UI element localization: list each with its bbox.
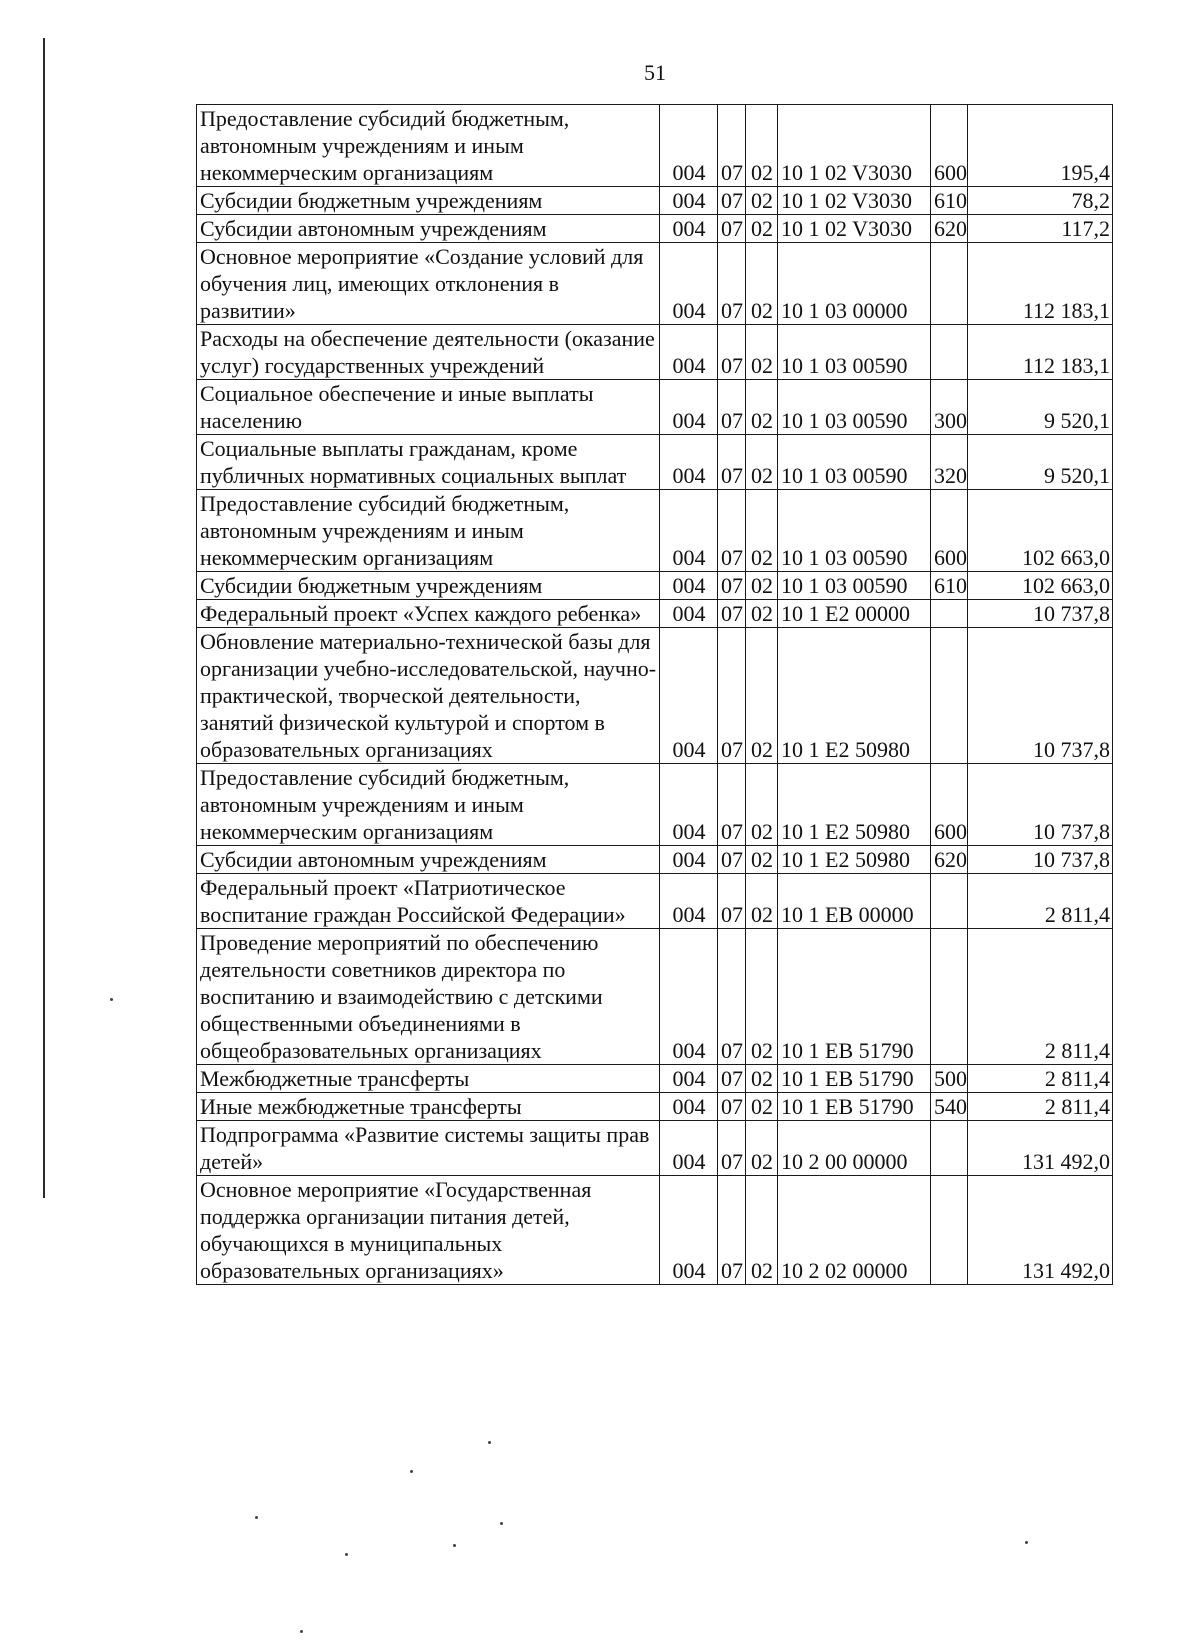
row-subsection-code: 02 [746, 380, 778, 435]
scan-speck [110, 998, 113, 1001]
row-amount: 102 663,0 [968, 490, 1113, 572]
row-name: Предоставление субсидий бюджетным, автономным учреждениям и иным некоммерческим организациям [197, 764, 660, 846]
row-name: Предоставление субсидий бюджетным, автономным учреждениям и иным некоммерческим организациям [197, 490, 660, 572]
row-expense-type: 620 [931, 846, 968, 874]
row-section-code: 07 [718, 929, 746, 1065]
row-name: Федеральный проект «Патриотическое воспитание граждан Российской Федерации» [197, 874, 660, 929]
row-subsection-code: 02 [746, 600, 778, 628]
row-amount: 2 811,4 [968, 1093, 1113, 1121]
table-row [197, 1093, 1113, 1121]
table-row [197, 490, 1113, 572]
row-name: Иные межбюджетные трансферты [197, 1093, 660, 1121]
row-amount: 131 492,0 [968, 1176, 1113, 1285]
row-target-article: 10 1 02 V3030 [778, 105, 931, 187]
row-subsection-code: 02 [746, 1065, 778, 1093]
row-section-code: 07 [718, 846, 746, 874]
row-amount: 78,2 [968, 187, 1113, 215]
row-subsection-code: 02 [746, 929, 778, 1065]
row-section-code: 07 [718, 874, 746, 929]
row-target-article: 10 1 03 00590 [778, 490, 931, 572]
row-target-article: 10 1 02 V3030 [778, 187, 931, 215]
row-amount: 102 663,0 [968, 572, 1113, 600]
row-section-code: 07 [718, 380, 746, 435]
row-expense-type [931, 874, 968, 929]
row-section-code: 07 [718, 1121, 746, 1176]
row-section-code: 07 [718, 600, 746, 628]
row-ved-code: 004 [660, 187, 718, 215]
table-row [197, 105, 1113, 187]
row-name: Подпрограмма «Развитие системы защиты прав детей» [197, 1121, 660, 1176]
row-expense-type: 610 [931, 572, 968, 600]
row-expense-type: 320 [931, 435, 968, 490]
row-section-code: 07 [718, 243, 746, 325]
budget-table [196, 104, 1113, 1285]
row-section-code: 07 [718, 490, 746, 572]
row-ved-code: 004 [660, 764, 718, 846]
table-row [197, 215, 1113, 243]
row-amount: 2 811,4 [968, 874, 1113, 929]
row-expense-type: 600 [931, 490, 968, 572]
scan-speck [488, 1441, 491, 1444]
table-row [197, 435, 1113, 490]
table-row [197, 929, 1113, 1065]
row-amount: 131 492,0 [968, 1121, 1113, 1176]
row-subsection-code: 02 [746, 572, 778, 600]
row-target-article: 10 1 03 00590 [778, 572, 931, 600]
row-target-article: 10 1 EB 00000 [778, 874, 931, 929]
row-ved-code: 004 [660, 435, 718, 490]
row-subsection-code: 02 [746, 628, 778, 764]
row-name: Субсидии бюджетным учреждениям [197, 572, 660, 600]
row-target-article: 10 1 EB 51790 [778, 1093, 931, 1121]
scan-speck [300, 1630, 303, 1633]
row-ved-code: 004 [660, 1176, 718, 1285]
row-ved-code: 004 [660, 325, 718, 380]
row-name: Субсидии автономным учреждениям [197, 215, 660, 243]
row-ved-code: 004 [660, 572, 718, 600]
row-section-code: 07 [718, 435, 746, 490]
row-subsection-code: 02 [746, 187, 778, 215]
row-section-code: 07 [718, 572, 746, 600]
scan-speck [453, 1544, 456, 1547]
table-row [197, 1065, 1113, 1093]
row-name: Обновление материально-технической базы для организации учебно-исследовательской, научно-практической, творческой деятельности, занятий физической культурой и спортом в образовательных организациях [197, 628, 660, 764]
row-subsection-code: 02 [746, 1121, 778, 1176]
row-amount: 10 737,8 [968, 600, 1113, 628]
row-subsection-code: 02 [746, 435, 778, 490]
row-target-article: 10 1 03 00000 [778, 243, 931, 325]
row-section-code: 07 [718, 215, 746, 243]
row-amount: 9 520,1 [968, 435, 1113, 490]
table-row [197, 1176, 1113, 1285]
row-ved-code: 004 [660, 380, 718, 435]
row-ved-code: 004 [660, 105, 718, 187]
table-row [197, 1121, 1113, 1176]
table-row [197, 764, 1113, 846]
row-name: Расходы на обеспечение деятельности (оказание услуг) государственных учреждений [197, 325, 660, 380]
row-section-code: 07 [718, 628, 746, 764]
row-target-article: 10 1 EB 51790 [778, 929, 931, 1065]
row-amount: 112 183,1 [968, 243, 1113, 325]
row-amount: 112 183,1 [968, 325, 1113, 380]
row-expense-type: 540 [931, 1093, 968, 1121]
row-section-code: 07 [718, 187, 746, 215]
table-row [197, 628, 1113, 764]
row-ved-code: 004 [660, 628, 718, 764]
row-ved-code: 004 [660, 1065, 718, 1093]
row-section-code: 07 [718, 1176, 746, 1285]
row-expense-type [931, 628, 968, 764]
table-row [197, 600, 1113, 628]
row-ved-code: 004 [660, 846, 718, 874]
row-expense-type: 620 [931, 215, 968, 243]
row-name: Предоставление субсидий бюджетным, автономным учреждениям и иным некоммерческим организациям [197, 105, 660, 187]
row-subsection-code: 02 [746, 105, 778, 187]
row-section-code: 07 [718, 764, 746, 846]
scan-speck [345, 1553, 348, 1556]
row-ved-code: 004 [660, 874, 718, 929]
row-subsection-code: 02 [746, 764, 778, 846]
row-amount: 195,4 [968, 105, 1113, 187]
row-expense-type: 600 [931, 105, 968, 187]
row-expense-type [931, 1176, 968, 1285]
row-expense-type [931, 600, 968, 628]
row-ved-code: 004 [660, 215, 718, 243]
table-body [197, 105, 1113, 1285]
row-amount: 10 737,8 [968, 628, 1113, 764]
table-row [197, 325, 1113, 380]
page-number: 51 [644, 60, 666, 85]
row-section-code: 07 [718, 1093, 746, 1121]
row-expense-type [931, 929, 968, 1065]
row-expense-type: 600 [931, 764, 968, 846]
row-target-article: 10 1 E2 50980 [778, 846, 931, 874]
row-subsection-code: 02 [746, 1176, 778, 1285]
row-section-code: 07 [718, 1065, 746, 1093]
scan-speck [255, 1516, 258, 1519]
row-subsection-code: 02 [746, 243, 778, 325]
row-ved-code: 004 [660, 1121, 718, 1176]
row-target-article: 10 1 03 00590 [778, 325, 931, 380]
table-row [197, 846, 1113, 874]
row-name: Субсидии бюджетным учреждениям [197, 187, 660, 215]
row-name: Социальные выплаты гражданам, кроме публичных нормативных социальных выплат [197, 435, 660, 490]
row-target-article: 10 1 E2 50980 [778, 628, 931, 764]
row-section-code: 07 [718, 105, 746, 187]
row-name: Федеральный проект «Успех каждого ребенка» [197, 600, 660, 628]
scan-speck [1025, 1541, 1028, 1544]
row-target-article: 10 1 E2 00000 [778, 600, 931, 628]
row-ved-code: 004 [660, 600, 718, 628]
row-subsection-code: 02 [746, 490, 778, 572]
scan-speck [410, 1470, 413, 1473]
table-row [197, 572, 1113, 600]
table-row [197, 874, 1113, 929]
row-expense-type [931, 243, 968, 325]
row-subsection-code: 02 [746, 874, 778, 929]
row-ved-code: 004 [660, 1093, 718, 1121]
table-row [197, 380, 1113, 435]
row-amount: 2 811,4 [968, 1065, 1113, 1093]
table-row [197, 243, 1113, 325]
table-row [197, 187, 1113, 215]
row-name: Социальное обеспечение и иные выплаты населению [197, 380, 660, 435]
row-target-article: 10 2 00 00000 [778, 1121, 931, 1176]
row-name: Проведение мероприятий по обеспечению деятельности советников директора по воспитанию и взаимодействию с детскими общественными объединениями в общеобразовательных организациях [197, 929, 660, 1065]
row-subsection-code: 02 [746, 215, 778, 243]
row-expense-type: 300 [931, 380, 968, 435]
row-target-article: 10 1 03 00590 [778, 435, 931, 490]
row-name: Межбюджетные трансферты [197, 1065, 660, 1093]
row-subsection-code: 02 [746, 1093, 778, 1121]
row-target-article: 10 1 03 00590 [778, 380, 931, 435]
row-subsection-code: 02 [746, 846, 778, 874]
row-amount: 10 737,8 [968, 846, 1113, 874]
row-name: Основное мероприятие «Государственная поддержка организации питания детей, обучающихся в муниципальных образовательных организациях» [197, 1176, 660, 1285]
row-target-article: 10 1 02 V3030 [778, 215, 931, 243]
row-target-article: 10 1 EB 51790 [778, 1065, 931, 1093]
row-subsection-code: 02 [746, 325, 778, 380]
row-amount: 10 737,8 [968, 764, 1113, 846]
row-ved-code: 004 [660, 243, 718, 325]
row-target-article: 10 2 02 00000 [778, 1176, 931, 1285]
row-amount: 2 811,4 [968, 929, 1113, 1065]
row-target-article: 10 1 E2 50980 [778, 764, 931, 846]
row-expense-type: 500 [931, 1065, 968, 1093]
row-name: Субсидии автономным учреждениям [197, 846, 660, 874]
row-name: Основное мероприятие «Создание условий для обучения лиц, имеющих отклонения в развитии» [197, 243, 660, 325]
row-amount: 117,2 [968, 215, 1113, 243]
row-section-code: 07 [718, 325, 746, 380]
left-margin-line [43, 38, 45, 1198]
row-expense-type [931, 1121, 968, 1176]
row-expense-type: 610 [931, 187, 968, 215]
row-expense-type [931, 325, 968, 380]
row-ved-code: 004 [660, 929, 718, 1065]
row-amount: 9 520,1 [968, 380, 1113, 435]
row-ved-code: 004 [660, 490, 718, 572]
scan-speck [500, 1522, 503, 1525]
